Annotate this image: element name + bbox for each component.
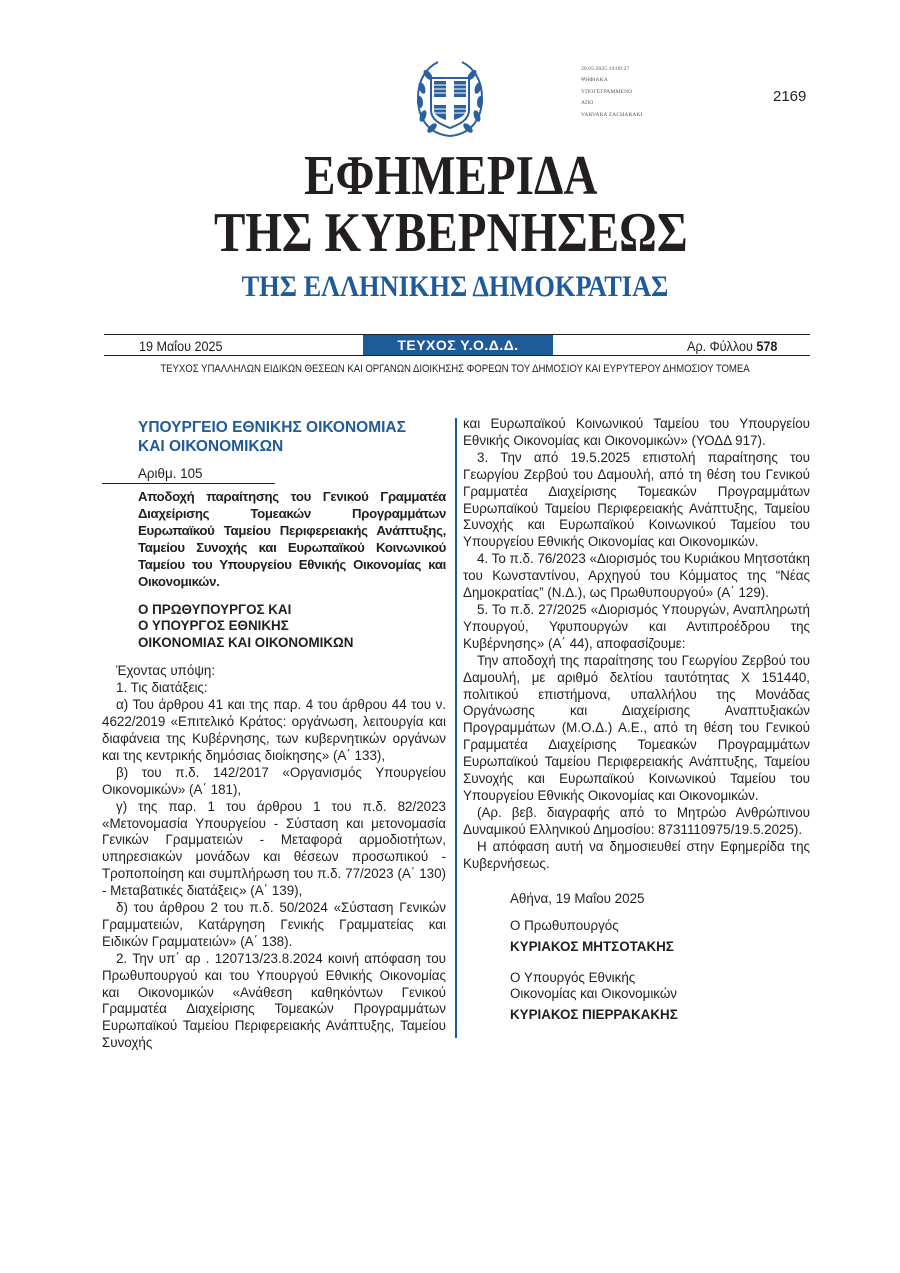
- signature-timestamp: 20.05.2025 19:09:27: [581, 66, 630, 72]
- paragraph: γ) της παρ. 1 του άρθρου 1 του π.δ. 82/2023 «Μετονομασία Υπουργείου - Σύσταση και μετονομασία Γενικών Γραμματειών - Μεταφορά αρμοδιοτήτων, υπηρεσιακών μονάδων και θέσεων προσωπικού - Τροποποίηση και συμπλήρωση του π.δ. 77/2023 (Α΄ 130) - Μεταβατικές διατάξεις» (Α΄ 139),: [102, 798, 446, 899]
- signatory-role-line: Ο Υπουργός Εθνικής: [510, 970, 636, 986]
- signatory-name: ΚΥΡΙΑΚΟΣ ΜΗΤΣΟΤΑΚΗΣ: [510, 939, 674, 955]
- gazette-title-line1: ΕΦΗΜΕΡΙΔΑ: [304, 145, 598, 207]
- decision-number: Αριθμ. 105: [138, 466, 203, 481]
- paragraph: Η απόφαση αυτή να δημοσιευθεί στην Εφημερίδα της Κυβερνήσεως.: [463, 838, 810, 871]
- signatory-role: [510, 970, 810, 1002]
- paragraph: Έχοντας υπόψη:: [116, 663, 216, 679]
- sheet-number: 578: [755, 338, 777, 354]
- paragraph: 4. Το π.δ. 76/2023 «Διορισμός του Κυριάκου Μητσοτάκη του Κωνσταντίνου, Αρχηγού του Κόμματος της “Νέας Δημοκρατίας” (Ν.Δ.), ως Πρωθυπουργού» (Α΄ 129).: [463, 551, 810, 601]
- signatory-role: Ο Πρωθυπουργός: [510, 918, 619, 934]
- left-column: [102, 416, 446, 1052]
- digital-signature-stamp: [581, 64, 643, 121]
- paragraph: α) Του άρθρου 41 και της παρ. 4 του άρθρου 44 του ν. 4622/2019 «Επιτελικό Κράτος: οργάνωση, λειτουργία και διαφάνεια της Κυβέρνησης, των κυβερνητικών οργάνων και της κεντρικής δημόσιας διοίκησης» (Α΄ 133),: [102, 697, 446, 763]
- paragraph: 3. Την από 19.5.2025 επιστολή παραίτησης του Γεωργίου Ζερβού του Δαμουλή, από τη θέση του Γενικού Γραμματέα Διαχείρισης Τομεακών Προγραμμάτων Ευρωπαϊκού Ταμείου Περιφερειακής Ανάπτυξης, Ταμείου Συνοχής και Ευρωπαϊκού Κοινωνικού Ταμείου του Υπουργείου Εθνικής Οικονομίας και Οικονομικών.: [463, 449, 810, 550]
- greek-coat-of-arms-icon: [414, 58, 486, 140]
- paragraph: (Αρ. βεβ. διαγραφής από το Μητρώο Ανθρώπινου Δυναμικού Ελληνικού Δημοσίου: 8731110975/19.5.2025).: [463, 804, 810, 837]
- signature-place-date: Αθήνα, 19 Μαΐου 2025: [510, 891, 645, 907]
- gazette-title-line2: ΤΗΣ ΚΥΒΕΡΝΗΣΕΩΣ: [213, 202, 688, 264]
- signature-block: [510, 891, 810, 1024]
- issue-bar-bottom-rule: [104, 355, 810, 356]
- paragraph: και Ευρωπαϊκού Κοινωνικού Ταμείου του Υπουργείου Εθνικής Οικονομίας και Οικονομικών» (ΥΟΔΔ 917).: [463, 416, 810, 448]
- ministry-line: ΚΑΙ ΟΙΚΟΝΟΜΙΚΩΝ: [138, 438, 284, 455]
- signature-line: ΥΠΟΓΕΓΡΑΜΜΕΝΟ: [581, 88, 633, 95]
- column-divider: [455, 418, 457, 1038]
- right-column: [463, 416, 810, 1024]
- paragraph: 2. Την υπ΄ αρ . 120713/23.8.2024 κοινή απόφαση του Πρωθυπουργού και του Υπουργού Εθνικής Οικονομίας και Οικονομικών «Ανάθεση καθηκόντων Γενικού Γραμματέα Διαχείρισης Τομεακών Προγραμμάτων Ευρωπαϊκού Ταμείου Περιφερειακής Ανάπτυξης, Ταμείου Συνοχής: [102, 950, 446, 1051]
- issue-series-badge: ΤΕΥΧΟΣ Υ.Ο.Δ.Δ.: [363, 335, 553, 355]
- authority-line: ΟΙΚΟΝΟΜΙΑΣ ΚΑΙ ΟΙΚΟΝΟΜΙΚΩΝ: [138, 634, 354, 650]
- gazette-subtitle: ΤΗΣ ΕΛΛΗΝΙΚΗΣ ΔΗΜΟΚΡΑΤΙΑΣ: [241, 270, 669, 303]
- decision-number-rule: [102, 483, 275, 484]
- issue-date: 19 Μαΐου 2025: [139, 338, 223, 354]
- signature-signer: VARVARA ZACHARAKI: [581, 111, 643, 118]
- ministry-line: ΥΠΟΥΡΓΕΙΟ ΕΘΝΙΚΗΣ ΟΙΚΟΝΟΜΙΑΣ: [138, 419, 406, 436]
- paragraph: δ) του άρθρου 2 του π.δ. 50/2024 «Σύσταση Γενικών Γραμματειών, Κατάργηση Γενικής Γραμματείας και Ειδικών Γραμματειών» (Α΄ 138).: [102, 900, 446, 949]
- issue-description: ΤΕΥΧΟΣ ΥΠΑΛΛΗΛΩΝ ΕΙΔΙΚΩΝ ΘΕΣΕΩΝ ΚΑΙ ΟΡΓΑΝΩΝ ΔΙΟΙΚΗΣΗΣ ΦΟΡΕΩΝ ΤΟΥ ΔΗΜΟΣΙΟΥ ΚΑΙ ΕΥΡΥΤΕΡΟΥ ΔΗΜΟΣΙΟΥ ΤΟΜΕΑ: [160, 363, 750, 375]
- issuing-authority: [138, 602, 446, 652]
- signatory-name: ΚΥΡΙΑΚΟΣ ΠΙΕΡΡΑΚΑΚΗΣ: [510, 1007, 678, 1023]
- decision-title: Αποδοχή παραίτησης του Γενικού Γραμματέα Διαχείρισης Τομεακών Προγραμμάτων Ευρωπαϊκού Ταμείου Περιφερειακής Ανάπτυξης, Ταμείου Συνοχής και Ευρωπαϊκού Κοινωνικού Ταμείου του Υπουργείου Εθνικής Οικονομίας και Οικονομικών.: [138, 489, 446, 590]
- issue-sheet-number: [687, 337, 777, 355]
- decision-paragraph: Την αποδοχή της παραίτησης του Γεωργίου Ζερβού του Δαμουλή, με αριθμό δελτίου ταυτότητας Χ 151440, πολιτικού επιστήμονα, υπαλλήλου της Μονάδας Οργάνωσης και Διαχείρισης Αναπτυξιακών Προγραμμάτων (Μ.Ο.Δ.) Α.Ε., από τη θέση του Γενικού Γραμματέα Διαχείρισης Τομεακών Προγραμμάτων Ευρωπαϊκού Ταμείου Περιφερειακής Ανάπτυξης, Ταμείου Συνοχής και Ευρωπαϊκού Κοινωνικού Ταμείου του Υπουργείου Εθνικής Οικονομίας και Οικονομικών.: [463, 652, 810, 803]
- paragraph: 1. Τις διατάξεις:: [116, 680, 208, 696]
- signatory-role-line: Οικονομίας και Οικονομικών: [510, 986, 677, 1002]
- authority-line: Ο ΠΡΩΘΥΠΟΥΡΓΟΣ ΚΑΙ: [138, 601, 292, 617]
- paragraph: β) του π.δ. 142/2017 «Οργανισμός Υπουργείου Οικονομικών» (Α΄ 181),: [102, 764, 446, 797]
- paragraph: 5. Το π.δ. 27/2025 «Διορισμός Υπουργών, Αναπληρωτή Υπουργού, Υφυπουργών και Αντιπροέδρου της Κυβέρνησης» (Α΄ 44), αποφασίζουμε:: [463, 601, 810, 651]
- page-number: 2169: [773, 88, 807, 105]
- ministry-heading: [138, 418, 446, 456]
- sheet-label: Αρ. Φύλλου: [686, 338, 753, 354]
- signature-line: ΑΠΟ: [581, 100, 594, 107]
- signature-line: ΨΗΦΙΑΚΑ: [581, 77, 608, 84]
- preamble: [102, 663, 446, 1052]
- authority-line: Ο ΥΠΟΥΡΓΟΣ ΕΘΝΙΚΗΣ: [138, 618, 289, 634]
